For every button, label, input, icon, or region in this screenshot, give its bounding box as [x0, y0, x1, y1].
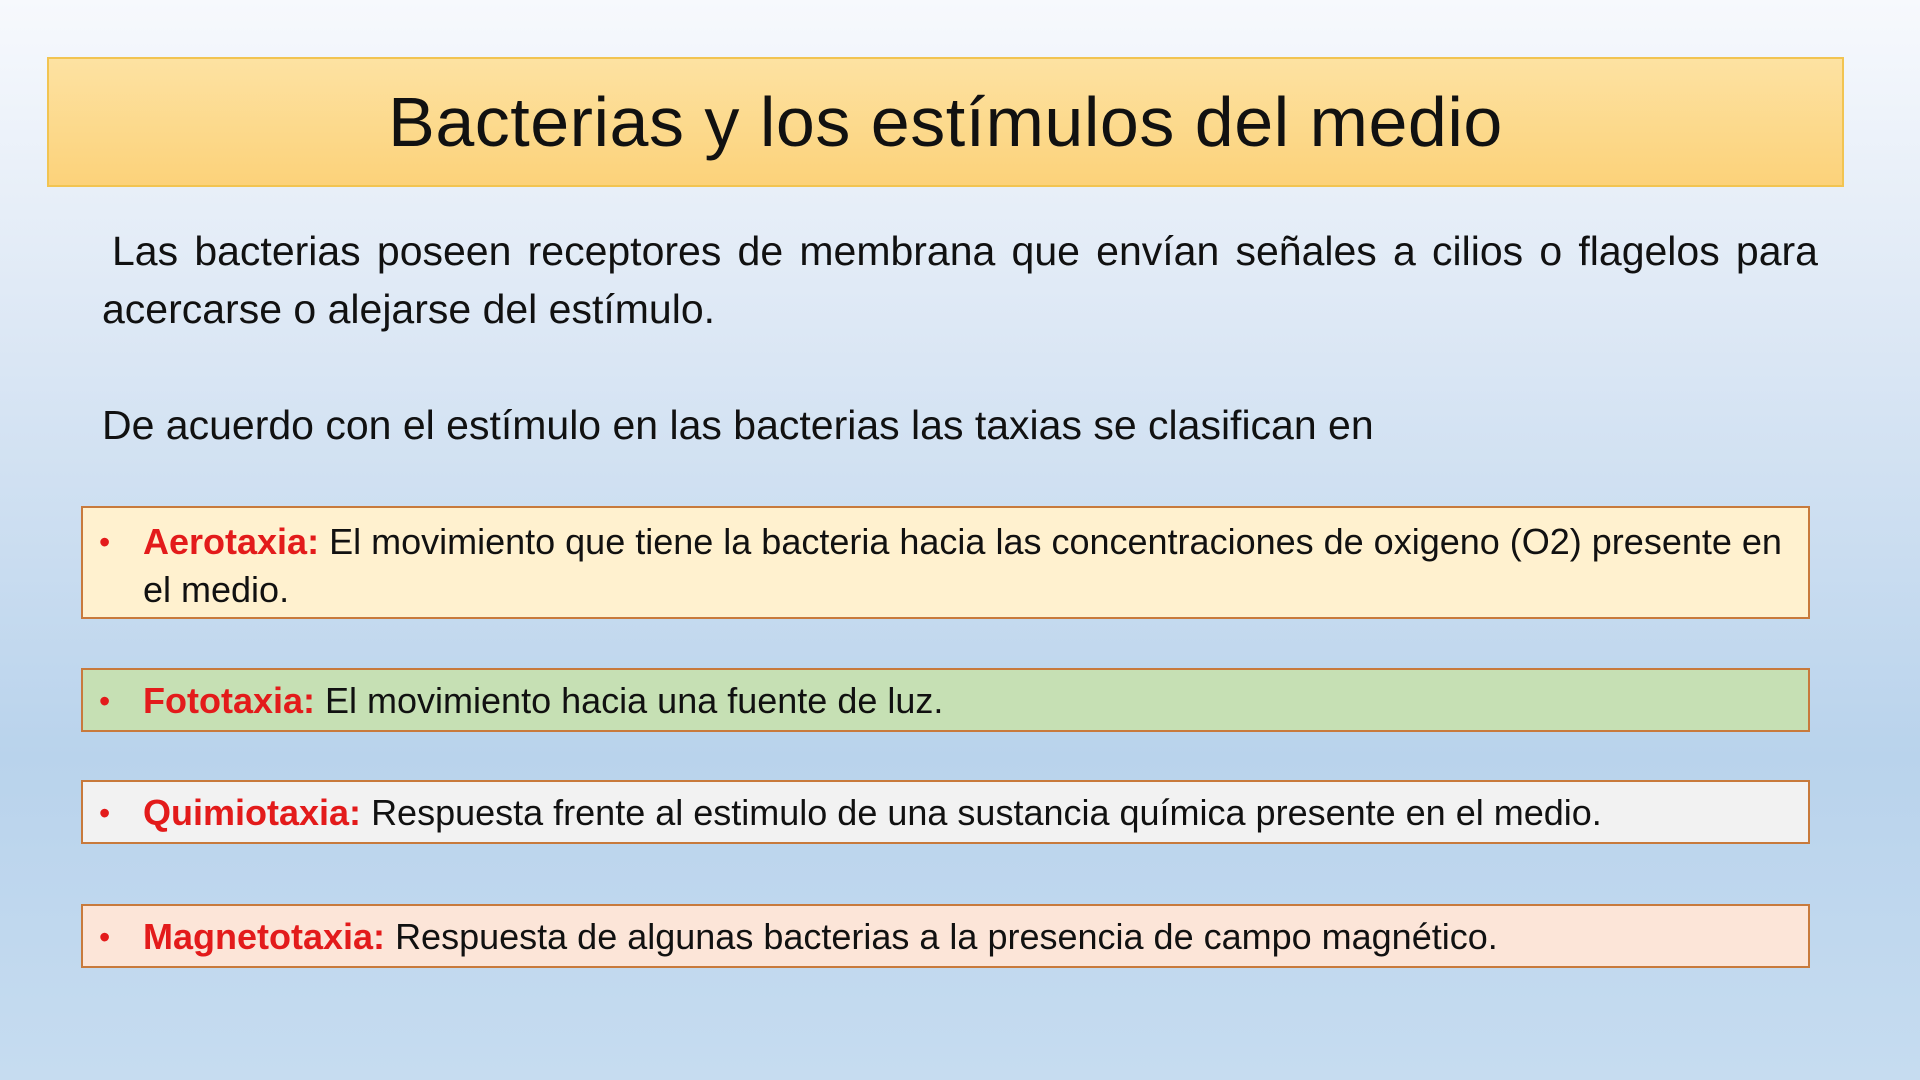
- taxia-description: Respuesta frente al estimulo de una sustancia química presente en el medio.: [371, 792, 1602, 833]
- taxia-term: Quimiotaxia:: [143, 792, 362, 833]
- title-banner: [47, 57, 1844, 187]
- taxia-box-magnetotaxia: [81, 904, 1810, 968]
- taxia-term: Aerotaxia:: [143, 521, 320, 562]
- taxia-description: El movimiento que tiene la bacteria hacia las concentraciones de oxigeno (O2) presente en el medio.: [143, 521, 1782, 610]
- taxia-term: Magnetotaxia:: [143, 916, 386, 957]
- bullet-icon: •: [99, 919, 111, 955]
- intro-paragraph: [102, 222, 1818, 338]
- taxia-term: Fototaxia:: [143, 680, 316, 721]
- taxia-description: Respuesta de algunas bacterias a la presencia de campo magnético.: [395, 916, 1498, 957]
- taxia-box-fototaxia: [81, 668, 1810, 732]
- taxia-box-quimiotaxia: [81, 780, 1810, 844]
- intro-text: Las bacterias poseen receptores de membrana que envían señales a cilios o flagelos para acercarse o alejarse del estímulo.: [102, 228, 1818, 332]
- bullet-icon: •: [99, 524, 111, 560]
- taxia-description: El movimiento hacia una fuente de luz.: [325, 680, 944, 721]
- lead-paragraph: De acuerdo con el estímulo en las bacterias las taxias se clasifican en: [102, 402, 1374, 448]
- taxia-box-aerotaxia: [81, 506, 1810, 619]
- bullet-icon: •: [99, 683, 111, 719]
- slide-title: Bacterias y los estímulos del medio: [388, 83, 1503, 161]
- bullet-icon: •: [99, 795, 111, 831]
